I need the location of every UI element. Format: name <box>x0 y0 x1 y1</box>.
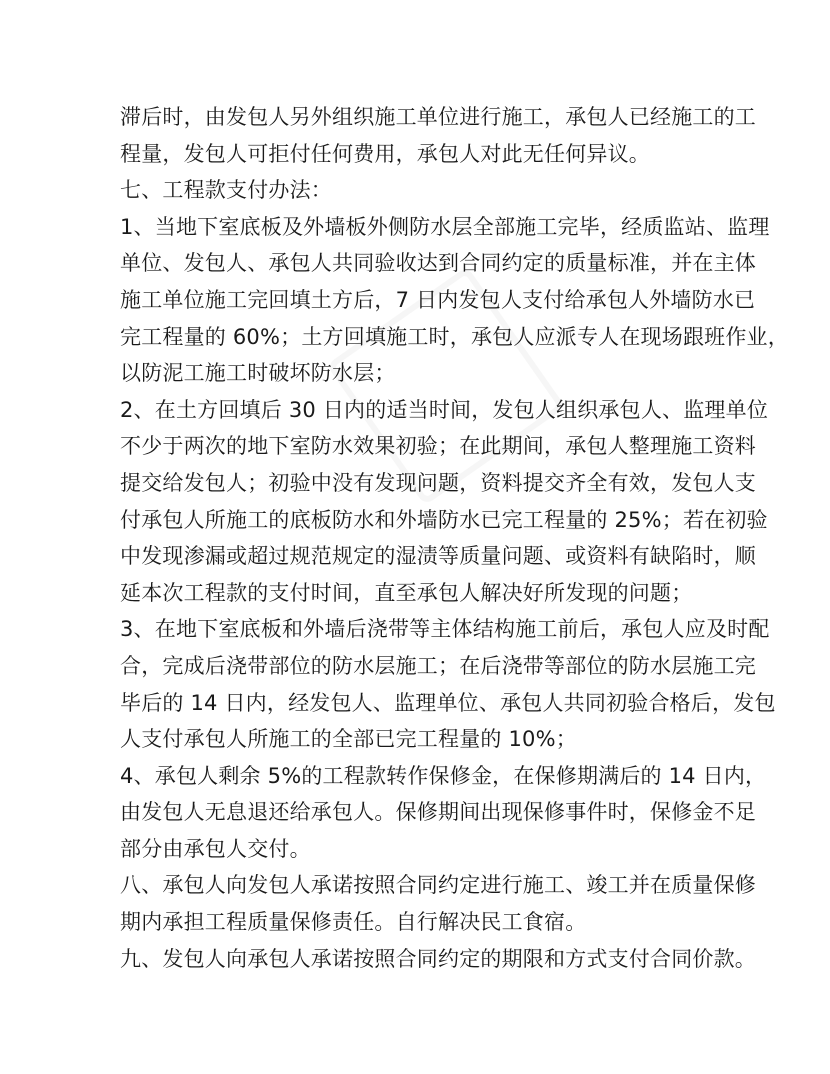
text-line: 施工单位施工完回填土方后，7 日内发包人支付给承包人外墙防水已 <box>120 287 756 312</box>
section-heading: 七、工程款支付办法： <box>120 178 332 203</box>
text-line: 单位、发包人、承包人共同验收达到合同约定的质量标准，并在主体 <box>120 251 756 276</box>
text-line: 由发包人无息退还给承包人。保修期间出现保修事件时，保修金不足 <box>120 800 756 825</box>
text-line: 中发现渗漏或超过规范规定的湿渍等质量问题、或资料有缺陷时，顺 <box>120 544 756 569</box>
text-line: 毕后的 14 日内，经发包人、监理单位、承包人共同初验合格后，发包 <box>120 690 776 715</box>
text-line: 3、在地下室底板和外墙后浇带等主体结构施工前后，承包人应及时配 <box>120 617 770 642</box>
section-heading: 八、承包人向发包人承诺按照合同约定进行施工、竣工并在质量保修 <box>120 873 756 898</box>
text-line: 2、在土方回填后 30 日内的适当时间，发包人组织承包人、监理单位 <box>120 397 769 422</box>
text-line: 程量，发包人可拒付任何费用，承包人对此无任何异议。 <box>120 141 650 166</box>
text-line: 完工程量的 60%；土方回填施工时，承包人应派专人在现场跟班作业， <box>120 324 789 349</box>
text-line: 滞后时，由发包人另外组织施工单位进行施工，承包人已经施工的工 <box>120 105 756 129</box>
text-line: 以防泥工施工时破坏防水层； <box>120 361 396 386</box>
text-line: 4、承包人剩余 5%的工程款转作保修金，在保修期满后的 14 日内， <box>120 763 767 788</box>
text-line: 部分由承包人交付。 <box>120 836 311 861</box>
document-body <box>120 99 789 977</box>
text-line: 1、当地下室底板及外墙板外侧防水层全部施工完毕，经质监站、监理 <box>120 214 770 239</box>
text-line: 延本次工程款的支付时间，直至承包人解决好所发现的问题； <box>120 580 693 605</box>
text-line: 人支付承包人所施工的全部已完工程量的 10%； <box>120 727 577 752</box>
text-line: 不少于两次的地下室防水效果初验；在此期间，承包人整理施工资料 <box>120 434 756 459</box>
text-line: 期内承担工程质量保修责任。自行解决民工食宿。 <box>120 910 587 935</box>
text-line: 付承包人所施工的底板防水和外墙防水已完工程量的 25%；若在初验 <box>120 507 768 532</box>
text-line: 提交给发包人；初验中没有发现问题，资料提交齐全有效，发包人支 <box>120 470 756 495</box>
section-heading: 九、发包人向承包人承诺按照合同约定的期限和方式支付合同价款。 <box>120 946 756 971</box>
text-line: 合，完成后浇带部位的防水层施工；在后浇带等部位的防水层施工完 <box>120 653 756 678</box>
